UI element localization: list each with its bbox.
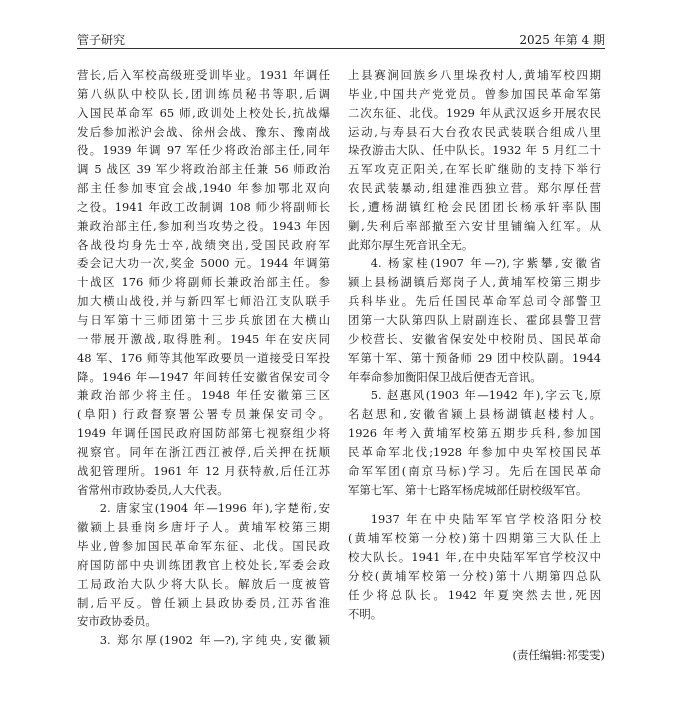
text-line: 一带展开激战,取得胜利。1945 年在安庆同: [77, 331, 330, 346]
text-line: 任少将总队长。1942 年夏突然去世,死因: [348, 587, 601, 602]
right-column: [348, 66, 601, 623]
text-line: 之役。1941 年政工改制调 108 师少将副师长: [77, 199, 330, 214]
text-line: 4. 杨家桂(1907 年—?),字紫攀,安徽省: [370, 256, 601, 271]
text-line: 校大队长。1941 年,在中央陆军军官学校汉中: [348, 550, 601, 565]
text-line: 军第十军、第十预备师 29 团中校队副。1944: [348, 350, 601, 365]
paragraph-biography-3-start: [77, 631, 330, 650]
text-line: 颍上县杨湖镇后郑岗子人,黄埔军校第三期步: [348, 275, 601, 290]
text-line: 制,后平反。曾任颍上县政协委员,江苏省淮: [77, 595, 330, 610]
text-line: 1949 年调任国民政府国防部第七视察组少将: [77, 426, 330, 441]
issue-number: 2025 年第 4 期: [519, 33, 605, 47]
running-header: [77, 30, 605, 48]
left-column: [77, 66, 330, 650]
text-line: 加大横山战役,并与新四军七师沿江支队联手: [77, 294, 330, 309]
paragraph-biography-2: [77, 499, 330, 631]
text-line: 视察官。同年在浙江西江被俘,后关押在抚顺: [77, 444, 330, 459]
text-line: 名赵思和,安徽省颍上县杨湖镇赵楼村人。: [348, 407, 601, 422]
text-line: 2. 唐家宝(1904 年—1996 年),字楚衔,安: [99, 501, 330, 516]
text-line: 发后参加淞沪会战、徐州会战、豫东、豫南战: [77, 124, 330, 139]
text-line: 少校营长、安徽省保安处中校附员、国民革命: [348, 331, 601, 346]
paragraph-biography-5-cont: [348, 510, 601, 623]
text-line: 5. 赵惠风(1903 年—1942 年),字云飞,原: [370, 388, 601, 403]
text-line: 农民武装暴动,组建淮西独立营。郑尔厚任营: [348, 181, 601, 196]
text-line: 第八纵队中校队长,团训练员秘书等职,后调: [77, 86, 330, 101]
text-line: 不明。: [348, 606, 383, 621]
text-line: 民革命军北伐;1928 年参加中央军校国民革: [348, 444, 601, 459]
text-line: 役。1939 年调 97 军任少将政治部主任,同年: [77, 143, 330, 158]
text-line: 毕业,中国共产党党员。曾参加国民革命军第: [348, 86, 601, 101]
text-line: 运动,与寿县石大台孜农民武装联合组成八里: [348, 124, 601, 139]
text-line: (黄埔军校第一分校)第十四期第三大队任上: [348, 531, 601, 546]
text-line: 军第七军、第十七路军杨虎城部任尉校级军官。: [348, 482, 588, 497]
text-line: 徽颍上县垂岗乡唐圩子人。黄埔军校第三期: [77, 520, 330, 535]
text-line: 各战役均身先士卒,战绩突出,受国民政府军: [77, 237, 330, 252]
text-line: 部主任参加枣宜会战,1940 年参加鄂北双向: [77, 181, 330, 196]
text-line: 团第一大队第四队上尉副连长、霍邱县警卫营: [348, 312, 601, 327]
text-line: 兼政治部主任,参加利当攻势之役。1943 年因: [77, 218, 330, 233]
paragraph-biography-4: [348, 254, 601, 386]
text-line: 剿,失利后率部撤至六安甘里铺编入红军。从: [348, 218, 601, 233]
text-line: (阜阳) 行政督察署公署专员兼保安司令。: [77, 407, 330, 422]
text-line: 降。1946 年—1947 年间转任安徽省保安司令: [77, 369, 330, 384]
text-line: 入国民革命军 65 师,政训处上校处长,抗战爆: [77, 105, 330, 120]
text-line: 营长,后入军校高级班受训毕业。1931 年调任: [77, 68, 330, 82]
text-line: 毕业,曾参加国民革命军东征、北伐。国民政: [77, 539, 330, 554]
text-line: 命军军团(南京马标)学习。先后在国民革命: [348, 463, 601, 478]
text-line: 1926 年考入黄埔军校第五期步兵科,参加国: [348, 426, 601, 441]
text-line: 1937 年在中央陆军军官学校洛阳分校: [370, 512, 601, 527]
text-line: 48 军、176 师等其他军政要员一道接受日军投: [77, 350, 330, 365]
text-line: 上县赛涧回族乡八里垛孜村人,黄埔军校四期: [348, 68, 601, 82]
text-line: 长,遭杨湖镇红枪会民团团长杨承轩率队围: [348, 199, 601, 214]
paragraph-biography-3-cont: [348, 66, 601, 254]
text-line: 安市政协委员。: [77, 614, 157, 629]
text-line: 十战区 176 师少将副师长兼政治部主任。参: [77, 275, 330, 290]
text-line: 年奉命参加衡阳保卫战后便杳无音讯。: [348, 369, 542, 384]
text-line: 二次东征、北伐。1929 年从武汉返乡开展农民: [348, 105, 601, 120]
text-line: 五军攻克正阳关,在军长旷继勋的支持下举行: [348, 162, 601, 177]
journal-name: 管子研究: [77, 33, 126, 47]
text-line: 战犯管理所。1961 年 12 月获特赦,后任江苏: [77, 463, 330, 478]
header-rule: [77, 48, 605, 49]
text-line: 此郑尔厚生死音讯全无。: [348, 237, 474, 252]
text-line: 调 5 战区 39 军少将政治部主任兼 56 师政治: [77, 162, 330, 177]
text-line: 分校(黄埔军校第一分校)第十八期第四总队: [348, 568, 601, 583]
text-line: 垛孜游击大队、任中队长。1932 年 5 月红二十: [348, 143, 601, 158]
text-line: 3. 郑尔厚(1902 年—?),字纯央,安徽颍: [99, 633, 330, 648]
text-line: 工局政治大队少将大队长。解放后一度被管: [77, 576, 330, 591]
paragraph-biography-5: [348, 386, 601, 499]
paragraph-biography-1-cont: [77, 66, 330, 499]
text-line: 兼政治部少将主任。1948 年任安徽第三区: [77, 388, 330, 403]
text-line: 兵科毕业。先后任国民革命军总司令部警卫: [348, 294, 601, 309]
responsible-editor: (责任编辑:祁雯雯): [512, 648, 605, 662]
text-line: 与日军第十三师团第十三步兵旅团在大横山: [77, 312, 330, 327]
text-line: 省常州市政协委员,人大代表。: [77, 482, 229, 497]
text-line: 委会记大功一次,奖金 5000 元。1944 年调第: [77, 256, 330, 271]
text-line: 府国防部中央训练团教官上校处长,军委会政: [77, 557, 330, 572]
